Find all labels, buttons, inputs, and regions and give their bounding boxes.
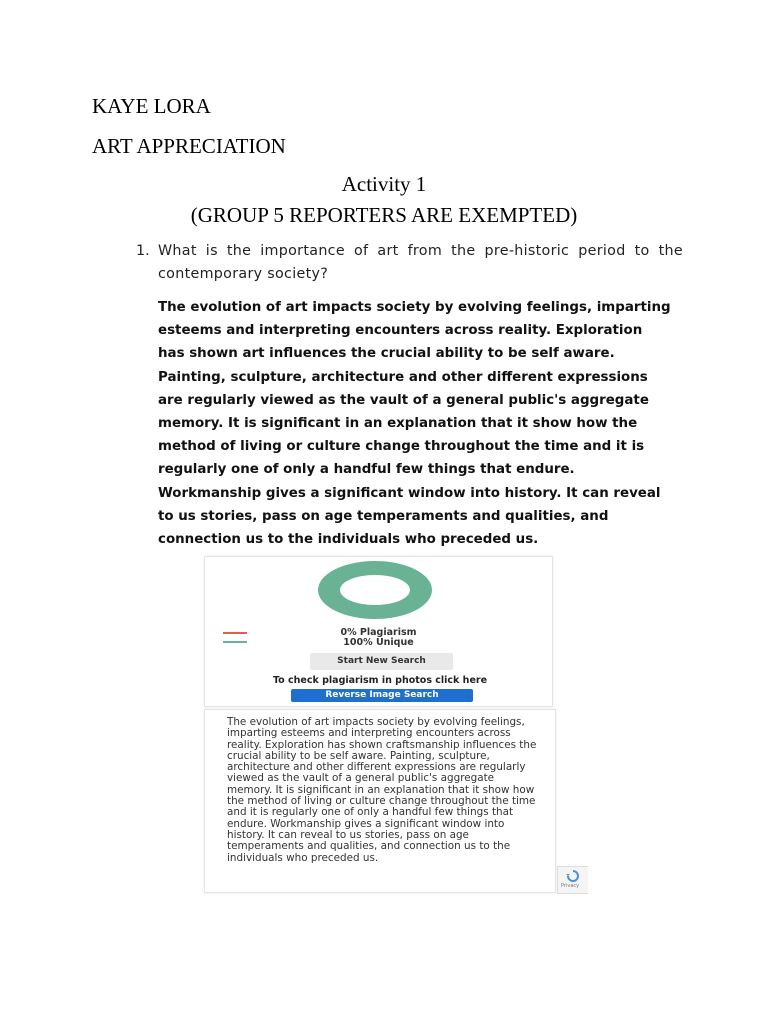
photo-check-prompt: To check plagiarism in photos click here (272, 675, 488, 686)
unique-percent: 100% Unique (343, 637, 414, 648)
student-name: KAYE LORA (92, 94, 211, 118)
answer-paragraph: The evolution of art impacts society by evolving feelings, imparting esteems and interpreting encounters across reality. Exploration has shown art influences the crucial ability to be self aware. Painting, sculpture, architecture and other different expressions are regularly viewed as the vault of a general public's aggregate memory. It is significant in an explanation that it show how the method of living or culture change throughout the time and it is regularly one of only a handful few things that endure. Workmanship gives a significant window into history. It can reveal to us stories, pass on age temperaments and qualities, and connection us to the individuals who preceded us. (158, 300, 671, 548)
activity-subtitle: (GROUP 5 REPORTERS ARE EXEMPTED) (190, 203, 578, 227)
reverse-image-search-button[interactable]: Reverse Image Search (291, 689, 473, 702)
recaptcha-badge[interactable] (557, 866, 588, 894)
legend-unique-swatch (223, 641, 247, 643)
plagiarism-donut-chart (318, 561, 432, 619)
legend-plagiarism-swatch (223, 632, 247, 634)
question-number: 1. (136, 243, 150, 259)
plagiarism-percent: 0% Plagiarism (340, 627, 417, 638)
course-title: ART APPRECIATION (92, 134, 286, 158)
start-new-search-button[interactable]: Start New Search (310, 653, 453, 670)
activity-title: Activity 1 (341, 172, 427, 196)
plagiarism-result-screenshot (204, 556, 553, 707)
recaptcha-label: Privacy (561, 883, 580, 889)
checked-text-screenshot (204, 709, 556, 893)
recaptcha-icon (566, 870, 580, 882)
question-text: What is the importance of art from the pre-historic period to the contemporary society? (158, 243, 683, 282)
checked-text: The evolution of art impacts society by evolving feelings, imparting esteems and interpreting encounters across reality. Exploration has shown craftsmanship influences the crucial ability to be self aware. Painting, sculpture, architecture and other different expressions are regularly viewed as the vault of a general public's aggregate memory. It is significant in an explanation that it show how the method of living or culture change throughout the time and it is regularly one of only a handful few things that endure. Workmanship gives a significant window into history. It can reveal to us stories, pass on age temperaments and qualities, and connection us to the individuals who preceded us. (227, 716, 537, 864)
